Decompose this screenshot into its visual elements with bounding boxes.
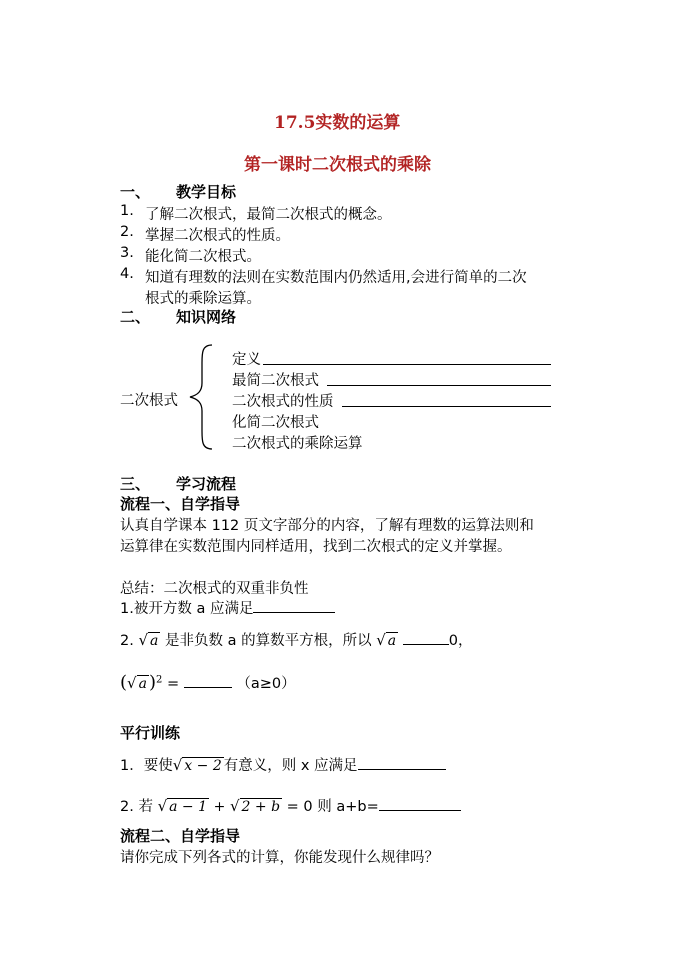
summary-q3-blank[interactable] (184, 673, 232, 688)
page-subtitle: 第一课时二次根式的乘除 (244, 155, 431, 175)
summary-q2-end: 0， (448, 633, 473, 649)
flow-1-heading: 流程一、自学指导 (120, 495, 241, 513)
flow-1-line-2: 运算律在实数范围内同样适用，找到二次根式的定义并掌握。 (120, 539, 512, 555)
goal-2-text: 掌握二次根式的性质。 (145, 228, 290, 244)
page-title: 17.5实数的运算 (274, 113, 401, 133)
sqrt-2-plus-b (230, 797, 282, 815)
practice-q2-radicand-1: a − 1 (169, 799, 208, 815)
goal-1-number: 1. (120, 203, 134, 219)
practice-q2 (120, 795, 461, 816)
practice-q2-blank[interactable] (379, 796, 461, 811)
network-root: 二次根式 (120, 393, 178, 409)
section-1-number: 一、 (120, 183, 151, 201)
radical-icon: √ (172, 756, 183, 774)
flow-1-line-1: 认真自学课本 112 页文字部分的内容，了解有理数的运算法则和 (120, 518, 534, 534)
network-item-5: 二次根式的乘除运算 (232, 436, 363, 452)
goal-3-number: 3. (120, 245, 134, 261)
flow-2-heading: 流程二、自学指导 (120, 827, 241, 845)
network-item-3-blank (342, 406, 551, 407)
sqrt-x-minus-2 (173, 756, 224, 774)
summary-q1-blank[interactable] (253, 598, 335, 613)
goal-4-text: 知道有理数的法则在实数范围内仍然适用,会进行简单的二次 (145, 270, 527, 286)
practice-q1-radicand: x − 2 (184, 758, 222, 774)
section-2-number: 二、 (120, 308, 151, 326)
section-2-heading: 知识网络 (176, 308, 237, 326)
flow-2-line-1: 请你完成下列各式的计算，你能发现什么规律吗？ (120, 850, 439, 866)
network-item-2 (232, 369, 319, 390)
practice-q2-plus: + (213, 799, 226, 815)
sqrt-a-expression-2 (376, 631, 398, 649)
practice-q2-prefix: 2. 若 (120, 799, 153, 815)
radical-icon: √ (376, 631, 386, 649)
radical-icon: √ (127, 674, 137, 692)
network-item-3 (232, 390, 334, 411)
network-item-1-label: 定义 (232, 352, 261, 368)
sqrt-a-expression (138, 631, 160, 649)
network-item-1 (232, 348, 261, 369)
goal-3-text: 能化简二次根式。 (145, 249, 261, 265)
summary-title: 总结：二次根式的双重非负性 (120, 581, 309, 597)
network-item-1-blank (263, 364, 551, 365)
summary-q2-blank[interactable] (403, 630, 449, 645)
practice-q2-text: = 0 则 a+b= (286, 799, 379, 815)
network-item-2-blank (327, 385, 551, 386)
section-3-number: 三、 (120, 475, 151, 493)
section-3-heading: 学习流程 (176, 475, 237, 493)
summary-q2 (120, 629, 472, 650)
sqrt-a-minus-1 (158, 797, 209, 815)
radical-icon: √ (229, 797, 240, 815)
summary-q3 (120, 672, 296, 693)
summary-q1 (120, 597, 335, 618)
practice-q1-prefix: 1．要使 (120, 758, 173, 774)
practice-q1-blank[interactable] (358, 755, 446, 770)
goal-4-text-cont: 根式的乘除运算。 (145, 291, 261, 307)
radicand-a: a (150, 633, 159, 649)
summary-q1-text: 1.被开方数 a 应满足 (120, 601, 254, 617)
summary-q3-equals: = (166, 676, 180, 692)
radicand-a-2: a (387, 633, 397, 649)
summary-q2-text: 是非负数 a 的算数平方根，所以 (164, 633, 372, 649)
network-item-3-label: 二次根式的性质 (232, 394, 334, 410)
goal-2-number: 2. (120, 224, 134, 240)
curly-brace-icon (186, 343, 216, 451)
practice-heading: 平行训练 (120, 724, 181, 742)
radical-icon: √ (138, 631, 149, 649)
radical-icon: √ (157, 797, 168, 815)
network-item-4: 化简二次根式 (232, 415, 319, 431)
section-1-heading: 教学目标 (176, 183, 237, 201)
summary-q2-number: 2. (120, 633, 134, 649)
goal-1-text: 了解二次根式，最简二次根式的概念。 (145, 207, 392, 223)
practice-q2-radicand-2: 2 + b (241, 799, 281, 815)
goal-4-number: 4. (120, 266, 134, 282)
practice-q1 (120, 754, 446, 775)
practice-q1-text: 有意义，则 x 应满足 (223, 758, 358, 774)
network-item-2-label: 最简二次根式 (232, 373, 319, 389)
sqrt-a-squared: (√ a )$^2$ (120, 672, 163, 693)
summary-q3-condition: （a≥0） (236, 676, 296, 692)
